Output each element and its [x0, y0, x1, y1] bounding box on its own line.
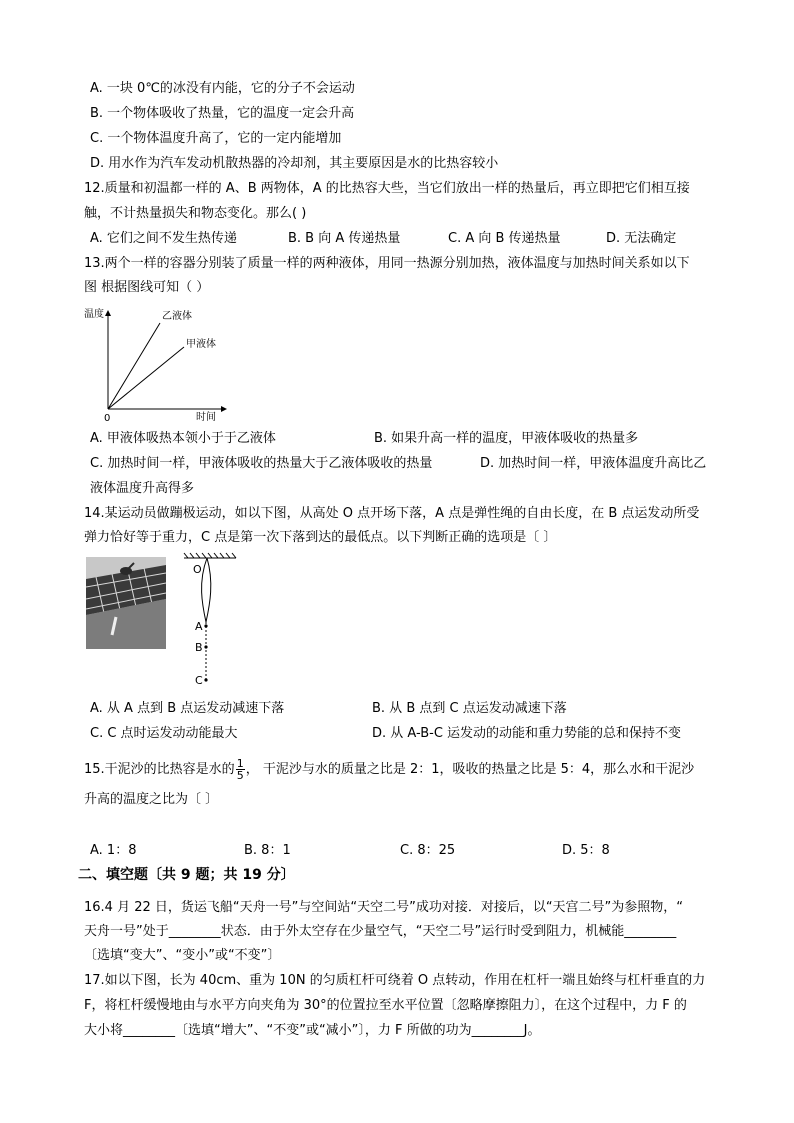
- q14-option-c: C. C 点时运发动动能最大: [90, 726, 238, 741]
- origin-label: 0: [104, 413, 111, 424]
- q13-option-d-line1: D. 加热时间一样，甲液体温度升高比乙: [480, 456, 707, 471]
- q12-stem-line1: 12.质量和初温都一样的 A、B 两物体，A 的比热容大些，当它们放出一样的热量后，再立即把它们相互接: [84, 181, 690, 196]
- q11-option-a: A. 一块 0℃的冰没有内能，它的分子不会运动: [90, 81, 355, 96]
- q13-option-c: C. 加热时间一样，甲液体吸收的热量大于乙液体吸收的热量: [90, 456, 433, 471]
- q15-stem-line1: [84, 758, 694, 781]
- point-a-label: A: [195, 620, 203, 633]
- q13-option-a: A. 甲液体吸热本领小于于乙液体: [90, 431, 276, 446]
- q12-option-b: B. B 向 A 传递热量: [288, 231, 401, 246]
- section-2-heading: 二、填空题〔共 9 题；共 19 分〕: [78, 867, 295, 883]
- elastic-rope: [202, 558, 211, 622]
- q12-option-d: D. 无法确定: [606, 231, 677, 246]
- q14-stem-line1: 14.某运动员做蹦极运动，如以下图，从高处 O 点开场下落，A 点是弹性绳的自由长度，在 B 点运发动所受: [84, 506, 700, 521]
- q15-stem-post: ， 干泥沙与水的质量之比是 2：1，吸收的热量之比是 5：4，那么水和干泥沙: [245, 762, 695, 777]
- point-b-label: B: [195, 641, 203, 654]
- q14-stem-line2: 弹力恰好等于重力，C 点是第一次下落到达的最低点。以下判断正确的选项是〔 〕: [84, 530, 557, 545]
- q14-option-a: A. 从 A 点到 B 点运发动减速下落: [90, 701, 285, 716]
- line-yi-label: 乙液体: [162, 311, 192, 322]
- q15-stem-line2: 升高的温度之比为〔 〕: [84, 792, 219, 807]
- q16-line1: 16.4 月 22 日，货运飞船“天舟一号”与空间站“天空二号”成功对接．对接后，以“天宫二号”为参照物，“: [84, 900, 684, 915]
- q17-line2: F，将杠杆缓慢地由与水平方向夹角为 30°的位置拉至水平位置〔忽略摩擦阻力〕，在这个过程中，力 F 的: [84, 998, 687, 1013]
- q13-stem-line2: 图 根据图线可知（ ）: [84, 280, 210, 295]
- q16-line2: 天舟一号”处于________状态．由于外太空存在少量空气，“天空二号”运行时受到阻力，机械能________: [84, 924, 677, 939]
- x-axis-label: 时间: [196, 412, 216, 423]
- line-jia-liquid: [108, 347, 184, 409]
- q11-option-b: B. 一个物体吸收了热量，它的温度一定会升高: [90, 106, 355, 121]
- q12-stem-line2: 触，不计热量损失和物态变化。那么( ): [84, 206, 307, 221]
- q13-option-d-line2: 液体温度升高得多: [90, 481, 195, 496]
- fraction-numerator: 1: [236, 757, 244, 770]
- q15-option-d: D. 5：8: [562, 843, 610, 858]
- q13-stem-line1: 13.两个一样的容器分别装了质量一样的两种液体，用同一热源分别加热，液体温度与加热时间关系如以下: [84, 256, 690, 271]
- q11-option-c: C. 一个物体温度升高了，它的一定内能增加: [90, 131, 342, 146]
- y-axis-label: 温度: [84, 309, 104, 320]
- bungee-diagram: [180, 552, 240, 686]
- q15-stem-pre: 15.干泥沙的比热容是水的: [84, 762, 235, 777]
- q13-option-b: B. 如果升高一样的温度，甲液体吸收的热量多: [374, 431, 639, 446]
- line-jia-label: 甲液体: [186, 339, 216, 350]
- q15-fraction: [236, 758, 245, 781]
- q14-option-b: B. 从 B 点到 C 点运发动减速下落: [372, 701, 567, 716]
- q17-line1: 17.如以下图，长为 40cm、重为 10N 的匀质杠杆可绕着 O 点转动，作用在杠杆一端且始终与杠杆垂直的力: [84, 973, 706, 988]
- q14-option-d: D. 从 A-B-C 运发动的动能和重力势能的总和保持不变: [372, 726, 682, 741]
- bungee-photo: [86, 557, 166, 649]
- q15-option-b: B. 8：1: [244, 843, 291, 858]
- q11-option-d: D. 用水作为汽车发动机散热器的冷却剂，其主要原因是水的比热容较小: [90, 156, 499, 171]
- point-c-label: C: [195, 674, 203, 686]
- fraction-denominator: 5: [236, 769, 244, 782]
- q17-line3: 大小将________〔选填“增大”、“不变”或“减小”〕，力 F 所做的功为________J。: [84, 1023, 541, 1038]
- q12-option-a: A. 它们之间不发生热传递: [90, 231, 237, 246]
- q15-option-c: C. 8：25: [400, 843, 456, 858]
- point-o-label: O: [193, 563, 202, 576]
- q15-option-a: A. 1：8: [90, 843, 137, 858]
- line-yi-liquid: [108, 323, 160, 409]
- q12-option-c: C. A 向 B 传递热量: [448, 231, 561, 246]
- q13-temperature-time-graph: [84, 303, 234, 425]
- q16-line3: 〔选填“变大”、“变小”或“不变”〕: [84, 948, 281, 963]
